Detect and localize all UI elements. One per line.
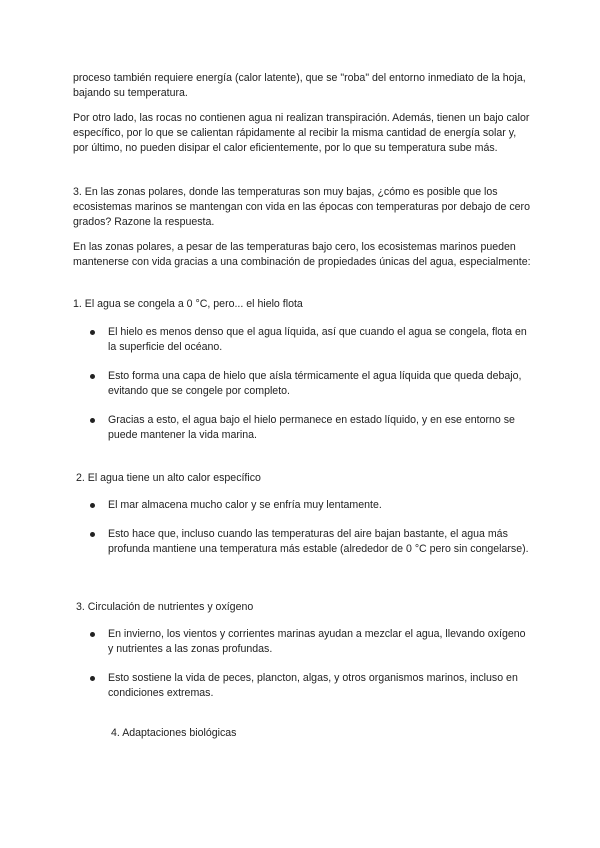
- list-item: [90, 369, 530, 399]
- section-heading-2: 2. El agua tiene un alto calor específico: [76, 472, 261, 484]
- bullet-icon: [90, 330, 95, 335]
- list-item-text: En invierno, los vientos y corrientes marinas ayudan a mezclar el agua, llevando oxígeno y nutrientes a las zonas profundas.: [108, 628, 526, 655]
- bullet-icon: [90, 418, 95, 423]
- list-item-text: Esto hace que, incluso cuando las temperaturas del aire bajan bastante, el agua más profunda mantiene una temperatura más estable (alrededor de 0 °C pero sin congelarse).: [108, 528, 529, 555]
- answer-intro: En las zonas polares, a pesar de las temperaturas bajo cero, los ecosistemas marinos pueden mantenerse con vida gracias a una combinación de propiedades únicas del agua, especialmente:: [73, 241, 531, 268]
- section-heading-1: 1. El agua se congela a 0 °C, pero... el hielo flota: [73, 298, 303, 310]
- bullet-icon: [90, 532, 95, 537]
- list-item-text: El mar almacena mucho calor y se enfría muy lentamente.: [108, 499, 382, 511]
- list-item-text: Gracias a esto, el agua bajo el hielo permanece en estado líquido, y en ese entorno se puede mantener la vida marina.: [108, 414, 515, 441]
- section-heading-3: 3. Circulación de nutrientes y oxígeno: [76, 601, 254, 613]
- list-item: [90, 498, 530, 513]
- section-heading-4: 4. Adaptaciones biológicas: [111, 727, 237, 739]
- question-3: 3. En las zonas polares, donde las temperaturas son muy bajas, ¿cómo es posible que los ecosistemas marinos se mantengan con vida en las épocas con temperaturas por debajo de cero grados? Razone la respuesta.: [73, 186, 530, 228]
- bullet-icon: [90, 632, 95, 637]
- bullet-icon: [90, 374, 95, 379]
- list-item: [90, 671, 530, 701]
- bullet-icon: [90, 503, 95, 508]
- list-item: [90, 627, 530, 657]
- paragraph-rocks: Por otro lado, las rocas no contienen agua ni realizan transpiración. Además, tienen un bajo calor específico, por lo que se calientan rápidamente al recibir la misma cantidad de energía solar y, por último, no pueden disipar el calor eficientemente, por lo que su temperatura sube más.: [73, 112, 530, 154]
- bullet-icon: [90, 676, 95, 681]
- list-item-text: Esto forma una capa de hielo que aísla térmicamente el agua líquida que queda debajo, evitando que se congele por completo.: [108, 370, 522, 397]
- list-item: [90, 527, 530, 557]
- list-item: [90, 413, 530, 443]
- list-item: [90, 325, 530, 355]
- paragraph-transpiration-end: proceso también requiere energía (calor latente), que se "roba" del entorno inmediato de la hoja, bajando su temperatura.: [73, 72, 526, 99]
- list-item-text: Esto sostiene la vida de peces, plancton, algas, y otros organismos marinos, incluso en condiciones extremas.: [108, 672, 518, 699]
- list-item-text: El hielo es menos denso que el agua líquida, así que cuando el agua se congela, flota en la superficie del océano.: [108, 326, 527, 353]
